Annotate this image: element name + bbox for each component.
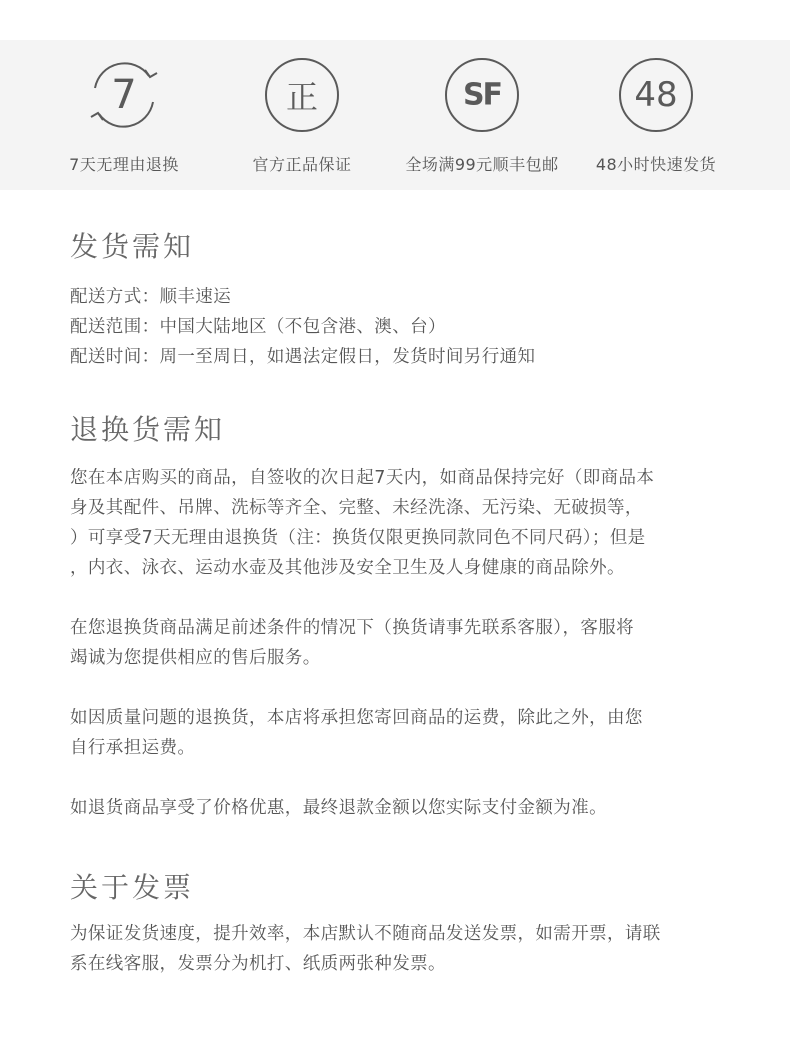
invoice-title: 关于发票 bbox=[70, 871, 195, 904]
badge-48-hours bbox=[566, 58, 746, 175]
shipping-time: 配送时间：周一至周日，如遇法定假日，发货时间另行通知 bbox=[70, 347, 536, 367]
shipping-title: 发货需知 bbox=[70, 230, 195, 263]
returns-paragraph-1: 您在本店购买的商品，自签收的次日起7天内，如商品保持完好（即商品本 身及其配件、吊牌、洗标等齐全、完整、未经洗涤、无污染、无破损等， ）可享受7天无理由退换货（注：换货仅限更换同款同色不同尺码）；但是 ，内衣、泳衣、运动水壶及其他涉及安全卫生及人身健康的商品除外。 bbox=[70, 468, 655, 578]
invoice-info: 为保证发货速度，提升效率，本店默认不随商品发送发票，如需开票，请联 系在线客服，发票分为机打、纸质两张种发票。 bbox=[70, 924, 661, 974]
returns-paragraph-3: 如因质量问题的退换货，本店将承担您寄回商品的运费，除此之外，由您 自行承担运费。 bbox=[70, 708, 643, 758]
badge-label: 48小时快速发货 bbox=[595, 155, 717, 174]
48-hours-icon: 48 bbox=[619, 58, 693, 132]
seven-days-return-icon: 7 bbox=[87, 58, 161, 132]
shipping-range: 配送范围：中国大陆地区（不包含港、澳、台） bbox=[70, 317, 446, 337]
returns-title: 退换货需知 bbox=[70, 413, 226, 446]
genuine-icon: 正 bbox=[265, 58, 339, 132]
shipping-method: 配送方式：顺丰速运 bbox=[70, 287, 232, 307]
badge-label: 官方正品保证 bbox=[252, 155, 352, 174]
shipping-info bbox=[70, 282, 730, 372]
sf-express-icon: SF bbox=[445, 58, 519, 132]
returns-paragraph-4: 如退货商品享受了价格优惠，最终退款金额以您实际支付金额为准。 bbox=[70, 798, 607, 818]
badge-sf-express bbox=[392, 58, 572, 175]
service-badges-banner bbox=[0, 40, 790, 190]
badge-7-day-return bbox=[34, 58, 214, 175]
badge-genuine bbox=[212, 58, 392, 175]
badge-label: 7天无理由退换 bbox=[69, 155, 179, 174]
returns-paragraph-2: 在您退换货商品满足前述条件的情况下（换货请事先联系客服），客服将 竭诚为您提供相应的售后服务。 bbox=[70, 618, 635, 668]
badge-label: 全场满99元顺丰包邮 bbox=[405, 155, 559, 174]
